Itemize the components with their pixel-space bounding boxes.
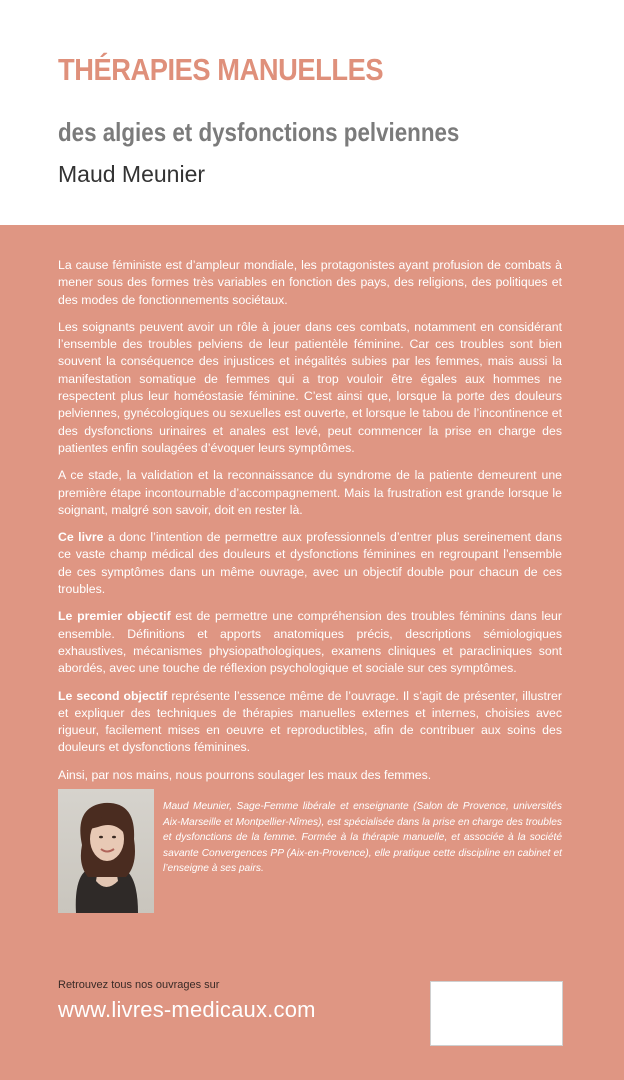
book-title: THÉRAPIES MANUELLES [58, 52, 384, 87]
paragraph-3: A ce stade, la validation et la reconnaissance du syndrome de la patiente demeurent une première étape incontournable d’accompagnement. Mais la frustration est grande lorsque le soignant, malgré son savoir, doit en rester là. [58, 468, 562, 517]
retrouvez-label: Retrouvez tous nos ouvrages sur [58, 979, 220, 991]
paragraph-5-text: est de permettre une compréhension des troubles féminins dans leur ensemble. Définitions et apports anatomiques précis, descriptions sémiologiques exhaustives, mécanismes physiopathologiques, examens cliniques et paracliniques sont abordés, avec une touche de réflexion psychologique et sociale sur ces symptômes. [58, 609, 562, 676]
website-link[interactable]: www.livres-medicaux.com [58, 997, 316, 1022]
paragraph-4 [58, 529, 562, 598]
paragraph-6 [58, 688, 562, 757]
paragraph-4-text: a donc l’intention de permettre aux professionnels d’entrer plus sereinement dans ce vaste champ médical des douleurs et dysfonctions féminines en regroupant l’ensemble de ces symptômes dans un même ouvrage, avec un objectif double pour chacun de ces troubles. [58, 530, 562, 597]
paragraph-5-lead: Le premier objectif [58, 609, 171, 624]
author-name: Maud Meunier [58, 161, 206, 187]
paragraph-4-lead: Ce livre [58, 530, 104, 545]
header-panel [0, 0, 624, 225]
paragraph-5 [58, 608, 562, 677]
paragraph-6-lead: Le second objectif [58, 688, 168, 703]
barcode-box [430, 981, 563, 1046]
paragraph-6-text: représente l’essence même de l’ouvrage. Il s’agit de présenter, illustrer et expliquer des techniques de thérapies manuelles externes et internes, choisies avec rigueur, facilement mises en oeuvre et reproductibles, afin de contribuer aux soins des douleurs et dysfonctions féminines. [58, 688, 562, 755]
paragraph-7: Ainsi, par nos mains, nous pourrons soulager les maux des femmes. [58, 767, 432, 782]
author-bio: Maud Meunier, Sage-Femme libérale et enseignante (Salon de Provence, universités Aix-Marseille et Montpellier-Nîmes), est spécialisée dans la prise en charge des troubles et dysfonctions de la femme. Formée à la thérapie manuelle, et associée à la société savante Convergences PP (Aix-en-Provence), elle pratique cette discipline en cabinet et l’enseigne à ses pairs. [163, 801, 562, 874]
back-cover-text [58, 257, 562, 794]
paragraph-2: Les soignants peuvent avoir un rôle à jouer dans ces combats, notamment en considérant l’ensemble des troubles pelviens de leur patientèle féminine. Car ces troubles sont bien souvent la conséquence des injustices et inégalités subies par les femmes, mais aussi la manifestation somatique de femmes qui a trop vouloir être égales aux hommes ne respectent plus leur homéostasie féminine. C’est ainsi que, lorsque la porte des douleurs pelviennes, gynécologiques ou sexuelles est ouverte, et lorsque le tabou de l’incontinence et des dysfonctions urinaires et anales est levé, peut commencer la prise en charge des patientes enfin soulagées d’évoquer leurs symptômes. [58, 319, 562, 455]
author-portrait-image [58, 789, 154, 913]
author-photo [58, 789, 154, 913]
paragraph-1: La cause féministe est d’ampleur mondiale, les protagonistes ayant profusion de combats à mener sous des formes très variables en fonction des pays, des religions, des politiques et des modes de fonctionnements sociétaux. [58, 258, 562, 307]
book-subtitle: des algies et dysfonctions pelviennes [58, 117, 460, 147]
